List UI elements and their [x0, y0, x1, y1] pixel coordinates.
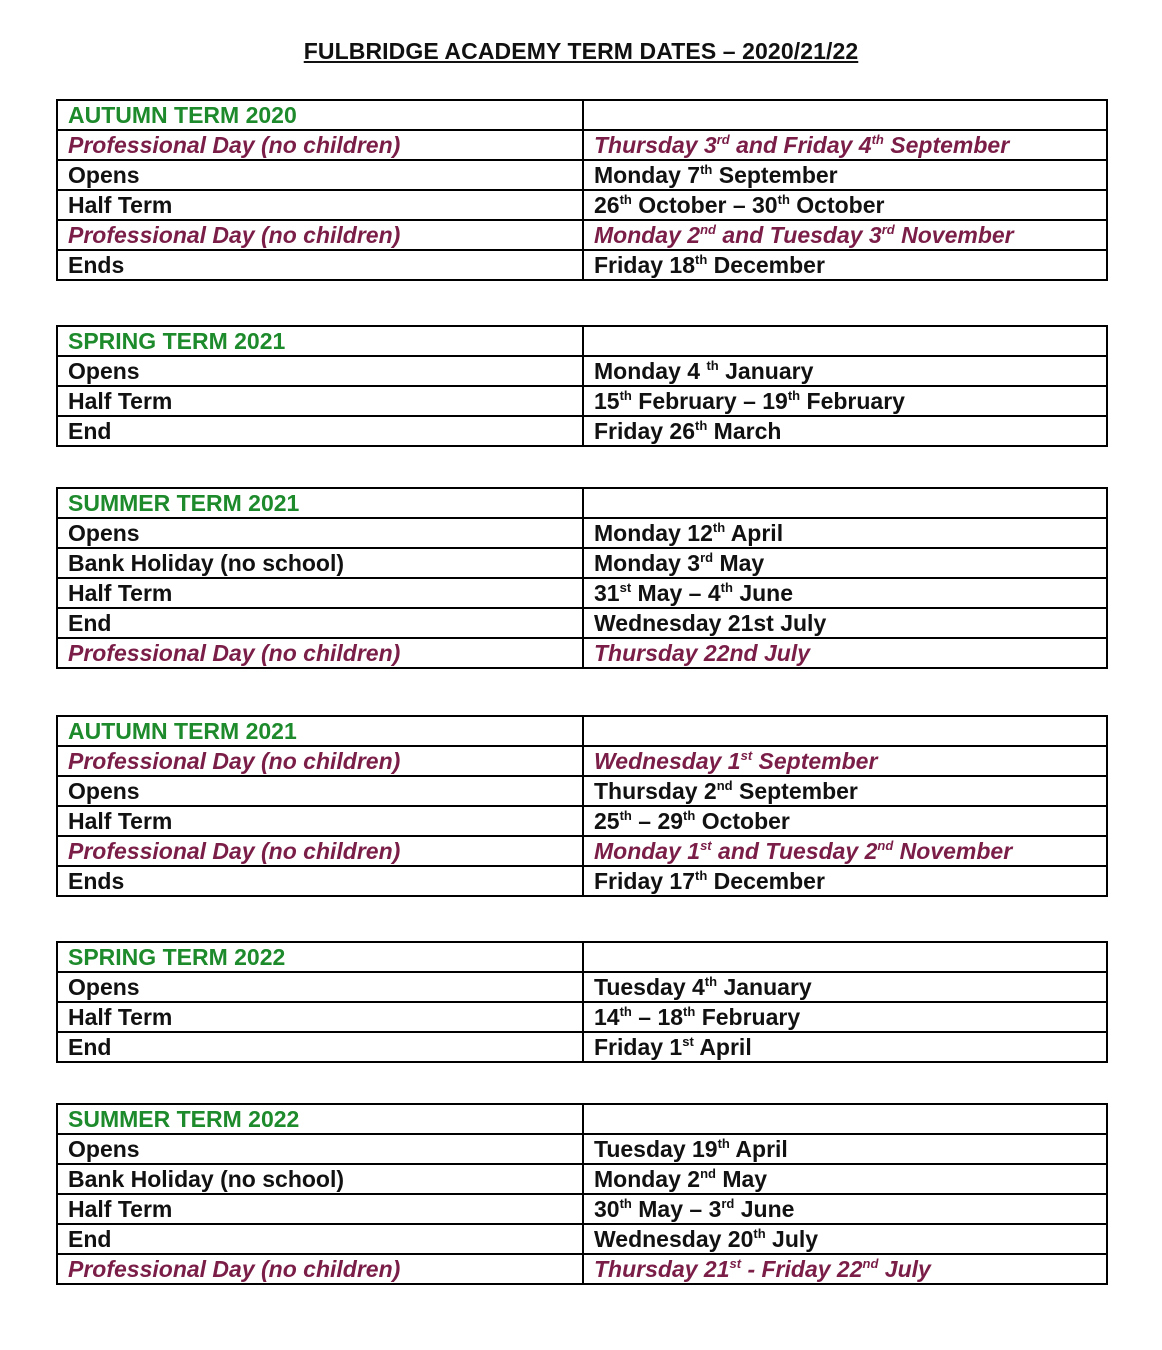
event-label: Half Term	[57, 1194, 583, 1224]
event-label: End	[57, 608, 583, 638]
term-name: AUTUMN TERM 2021	[57, 716, 583, 746]
event-label: Bank Holiday (no school)	[57, 548, 583, 578]
ordinal-suffix: th	[619, 808, 632, 823]
term-heading-blank	[583, 942, 1107, 972]
date-text: September	[883, 132, 1010, 158]
ordinal-suffix: th	[683, 808, 696, 823]
event-date	[583, 250, 1107, 280]
table-row	[57, 972, 1107, 1002]
date-text: January	[717, 974, 812, 1000]
event-date	[583, 972, 1107, 1002]
ordinal-suffix: nd	[700, 1166, 716, 1181]
date-text: Monday 2	[594, 1166, 701, 1192]
term-table	[56, 1103, 1108, 1285]
date-text: September	[712, 162, 838, 188]
table-row	[57, 518, 1107, 548]
ordinal-suffix: st	[740, 748, 753, 763]
ordinal-suffix: th	[619, 192, 632, 207]
event-date	[583, 806, 1107, 836]
event-label: Opens	[57, 160, 583, 190]
term-table	[56, 325, 1108, 447]
date-text: Wednesday 1	[594, 748, 741, 774]
event-date	[583, 518, 1107, 548]
event-label: Professional Day (no children)	[57, 638, 583, 668]
date-text: Tuesday 4	[594, 974, 705, 1000]
table-row	[57, 548, 1107, 578]
event-date	[583, 356, 1107, 386]
date-text: - Friday 22	[741, 1256, 863, 1282]
table-row	[57, 1032, 1107, 1062]
term-table	[56, 715, 1108, 897]
date-text: February	[695, 1004, 801, 1030]
term-name: SPRING TERM 2021	[57, 326, 583, 356]
date-text: Friday 26	[594, 418, 695, 444]
event-label: Half Term	[57, 578, 583, 608]
date-text: 14	[594, 1004, 620, 1030]
term-heading-row	[57, 1104, 1107, 1134]
ordinal-suffix: th	[717, 1136, 730, 1151]
date-text: and Tuesday 2	[711, 838, 878, 864]
table-row	[57, 1254, 1107, 1284]
event-date	[583, 638, 1107, 668]
date-text: Monday 12	[594, 520, 713, 546]
date-text: Monday 2	[594, 222, 701, 248]
date-text: Monday 7	[594, 162, 701, 188]
term-heading-blank	[583, 326, 1107, 356]
date-text: 15	[594, 388, 620, 414]
table-row	[57, 746, 1107, 776]
event-label: Half Term	[57, 806, 583, 836]
date-text: Thursday 3	[594, 132, 717, 158]
ordinal-suffix: nd	[716, 778, 733, 793]
term-heading-row	[57, 942, 1107, 972]
event-label: Opens	[57, 356, 583, 386]
ordinal-suffix: th	[619, 1004, 632, 1019]
date-text: May – 4	[631, 580, 721, 606]
ordinal-suffix: th	[787, 388, 801, 403]
event-label: Ends	[57, 250, 583, 280]
event-date	[583, 776, 1107, 806]
event-date	[583, 160, 1107, 190]
event-label: Professional Day (no children)	[57, 130, 583, 160]
date-text: Thursday 2	[594, 778, 717, 804]
term-heading-row	[57, 326, 1107, 356]
date-text: February	[800, 388, 905, 414]
page-title: FULBRIDGE ACADEMY TERM DATES – 2020/21/22	[303, 38, 859, 64]
table-row	[57, 776, 1107, 806]
ordinal-suffix: th	[695, 252, 708, 267]
date-text: May	[715, 1166, 768, 1192]
ordinal-suffix: th	[720, 580, 733, 595]
table-row	[57, 608, 1107, 638]
event-date	[583, 1224, 1107, 1254]
ordinal-suffix: rd	[716, 132, 730, 147]
date-text: May	[713, 550, 765, 576]
date-text: 31	[594, 580, 620, 606]
date-text: July	[765, 1226, 819, 1252]
ordinal-suffix: th	[695, 418, 708, 433]
date-text: September	[752, 748, 878, 774]
event-date	[583, 608, 1107, 638]
table-row	[57, 416, 1107, 446]
ordinal-suffix: th	[706, 358, 719, 373]
ordinal-suffix: st	[619, 580, 632, 595]
event-label: Professional Day (no children)	[57, 1254, 583, 1284]
date-text: 26	[594, 192, 620, 218]
ordinal-suffix: th	[619, 388, 632, 403]
date-text: Tuesday 19	[594, 1136, 718, 1162]
ordinal-suffix: st	[682, 1034, 694, 1049]
date-text: – 18	[631, 1004, 684, 1030]
term-heading-blank	[583, 716, 1107, 746]
date-text: Wednesday 21st July	[594, 610, 827, 636]
date-text: July	[878, 1256, 931, 1282]
date-text: Monday 1	[594, 838, 701, 864]
event-date	[583, 386, 1107, 416]
table-row	[57, 1194, 1107, 1224]
ordinal-suffix: st	[700, 838, 712, 853]
ordinal-suffix: th	[700, 162, 713, 177]
term-heading-row	[57, 488, 1107, 518]
date-text: 30	[594, 1196, 620, 1222]
date-text: – 29	[631, 808, 684, 834]
date-text: and Friday 4	[729, 132, 872, 158]
date-text: October	[789, 192, 885, 218]
date-text: October	[695, 808, 790, 834]
event-date	[583, 1134, 1107, 1164]
ordinal-suffix: th	[695, 868, 708, 883]
date-text: Wednesday 20	[594, 1226, 754, 1252]
event-label: Half Term	[57, 1002, 583, 1032]
table-row	[57, 578, 1107, 608]
date-text: Friday 17	[594, 868, 695, 894]
event-date	[583, 866, 1107, 896]
date-text: May – 3	[631, 1196, 722, 1222]
event-label: End	[57, 1224, 583, 1254]
event-label: Bank Holiday (no school)	[57, 1164, 583, 1194]
term-heading-row	[57, 716, 1107, 746]
date-text: November	[894, 222, 1014, 248]
date-text: March	[707, 418, 782, 444]
table-row	[57, 1134, 1107, 1164]
event-label: Opens	[57, 776, 583, 806]
table-row	[57, 1002, 1107, 1032]
event-label: Half Term	[57, 190, 583, 220]
ordinal-suffix: nd	[862, 1256, 879, 1271]
event-label: Professional Day (no children)	[57, 746, 583, 776]
event-date	[583, 548, 1107, 578]
ordinal-suffix: rd	[721, 1196, 735, 1211]
ordinal-suffix: rd	[881, 222, 895, 237]
date-text: Friday 18	[594, 252, 695, 278]
ordinal-suffix: th	[712, 520, 726, 535]
event-label: End	[57, 416, 583, 446]
event-date	[583, 1194, 1107, 1224]
date-text: Monday 4	[594, 358, 707, 384]
table-row	[57, 1164, 1107, 1194]
table-row	[57, 130, 1107, 160]
event-label: Half Term	[57, 386, 583, 416]
event-date	[583, 1164, 1107, 1194]
table-row	[57, 386, 1107, 416]
term-table	[56, 941, 1108, 1063]
date-text: June	[732, 580, 794, 606]
term-heading-blank	[583, 488, 1107, 518]
date-text: 25	[594, 808, 620, 834]
event-label: Professional Day (no children)	[57, 220, 583, 250]
event-date	[583, 578, 1107, 608]
table-row	[57, 220, 1107, 250]
term-name: SUMMER TERM 2022	[57, 1104, 583, 1134]
date-text: February – 19	[631, 388, 788, 414]
date-text: and Tuesday 3	[715, 222, 882, 248]
event-date	[583, 130, 1107, 160]
event-date	[583, 416, 1107, 446]
ordinal-suffix: st	[729, 1256, 742, 1271]
date-text: December	[707, 868, 825, 894]
table-row	[57, 1224, 1107, 1254]
date-text: November	[893, 838, 1013, 864]
table-row	[57, 806, 1107, 836]
date-text: April	[729, 1136, 788, 1162]
term-heading-blank	[583, 100, 1107, 130]
date-text: Thursday 22nd July	[594, 640, 811, 666]
event-label: Ends	[57, 866, 583, 896]
term-table	[56, 99, 1108, 281]
event-date	[583, 746, 1107, 776]
table-row	[57, 190, 1107, 220]
ordinal-suffix: th	[683, 1004, 696, 1019]
term-name: AUTUMN TERM 2020	[57, 100, 583, 130]
event-date	[583, 1002, 1107, 1032]
table-row	[57, 356, 1107, 386]
event-label: Professional Day (no children)	[57, 836, 583, 866]
date-text: Friday 1	[594, 1034, 683, 1060]
ordinal-suffix: th	[871, 132, 884, 147]
date-text: January	[718, 358, 814, 384]
event-date	[583, 1032, 1107, 1062]
term-name: SUMMER TERM 2021	[57, 488, 583, 518]
ordinal-suffix: nd	[877, 838, 894, 853]
term-table	[56, 487, 1108, 669]
term-heading-blank	[583, 1104, 1107, 1134]
event-label: Opens	[57, 972, 583, 1002]
table-row	[57, 160, 1107, 190]
date-text: April	[693, 1034, 752, 1060]
ordinal-suffix: rd	[700, 550, 714, 565]
event-date	[583, 220, 1107, 250]
term-heading-row	[57, 100, 1107, 130]
table-row	[57, 866, 1107, 896]
date-text: September	[732, 778, 858, 804]
ordinal-suffix: th	[753, 1226, 766, 1241]
term-name: SPRING TERM 2022	[57, 942, 583, 972]
ordinal-suffix: th	[704, 974, 718, 989]
date-text: December	[707, 252, 825, 278]
date-text: April	[725, 520, 784, 546]
ordinal-suffix: nd	[700, 222, 716, 237]
event-label: Opens	[57, 1134, 583, 1164]
event-date	[583, 836, 1107, 866]
ordinal-suffix: th	[619, 1196, 632, 1211]
table-row	[57, 836, 1107, 866]
ordinal-suffix: th	[777, 192, 790, 207]
event-label: End	[57, 1032, 583, 1062]
event-label: Opens	[57, 518, 583, 548]
event-date	[583, 1254, 1107, 1284]
table-row	[57, 638, 1107, 668]
date-text: October – 30	[631, 192, 778, 218]
date-text: Monday 3	[594, 550, 701, 576]
date-text: June	[734, 1196, 795, 1222]
table-row	[57, 250, 1107, 280]
date-text: Thursday 21	[594, 1256, 730, 1282]
event-date	[583, 190, 1107, 220]
